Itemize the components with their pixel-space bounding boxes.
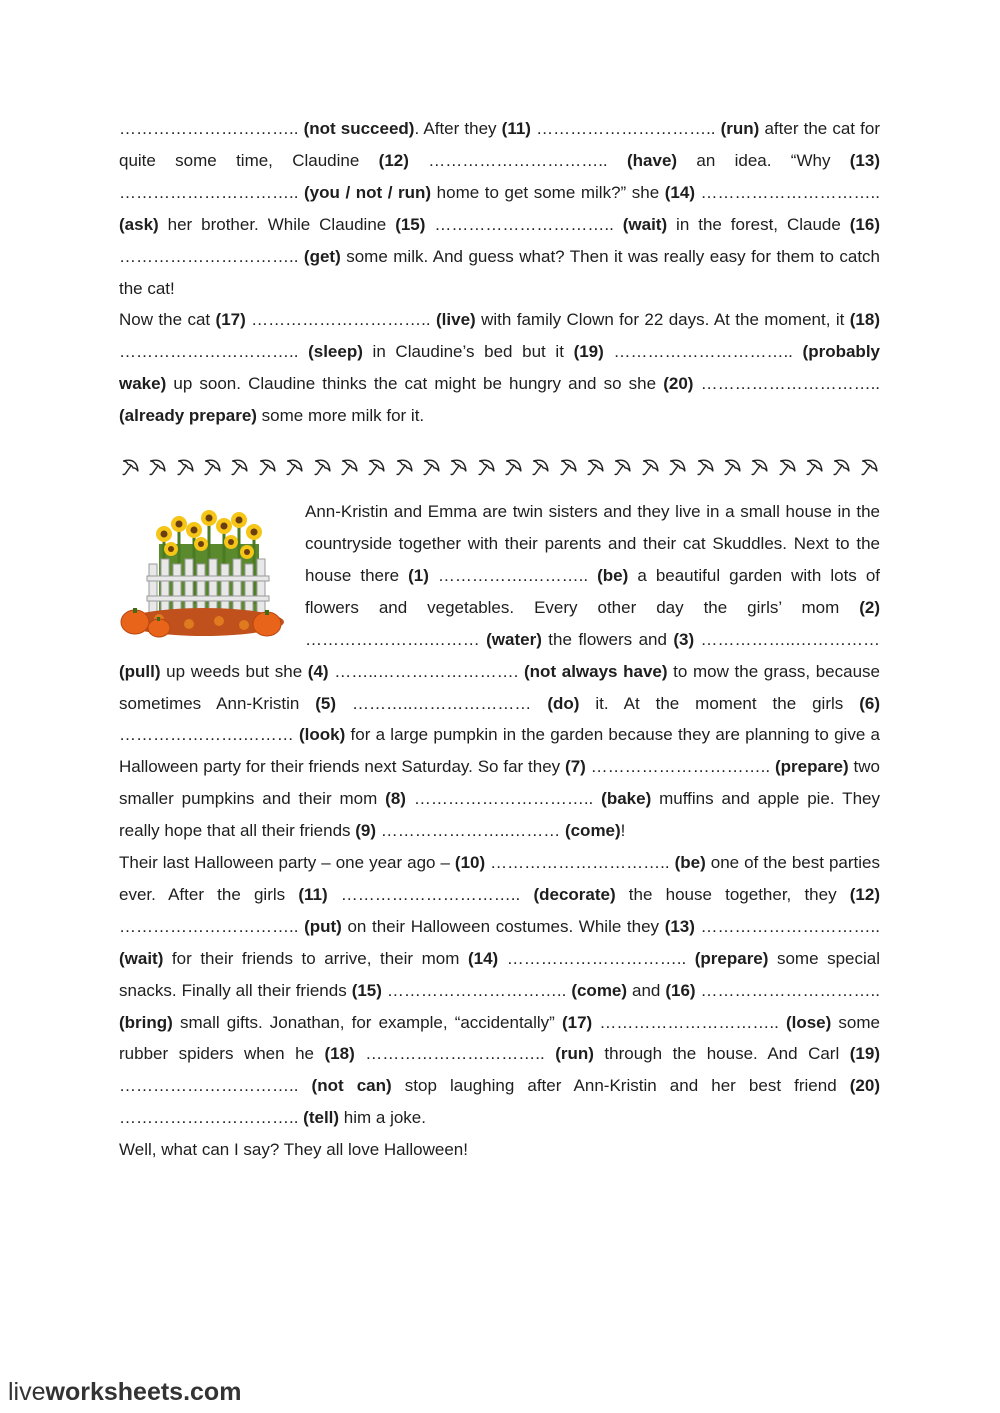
bold-cue: (not can)	[311, 1076, 392, 1096]
bold-cue: (9)	[355, 821, 377, 841]
text-run: through the house. And Carl	[593, 1044, 850, 1064]
text-run: …………………………..	[327, 884, 534, 904]
text-run: to mow the grass, because sometimes Ann-Kristin	[119, 661, 880, 713]
bold-cue: (11)	[501, 119, 531, 138]
bold-cue: (8)	[385, 789, 406, 809]
umbrella-icon	[776, 457, 798, 477]
text-run: …………………………..	[119, 119, 304, 138]
bold-cue: (put)	[304, 916, 342, 936]
bold-cue: (20)	[663, 374, 694, 394]
sunflower-garden-icon	[119, 504, 287, 654]
text-run: and	[627, 980, 666, 1000]
umbrella-icon	[584, 457, 606, 477]
bold-cue: (decorate)	[533, 884, 616, 904]
text-run: on their Halloween costumes. While they	[341, 916, 665, 936]
text-run: up weeds but she	[160, 661, 308, 681]
umbrella-icon	[611, 457, 633, 477]
bold-cue: (16)	[849, 214, 880, 234]
liveworksheets-logo[interactable]	[8, 1378, 241, 1407]
bold-cue: (not succeed)	[303, 119, 415, 138]
bold-cue: (not always have)	[524, 661, 668, 681]
umbrella-icon	[447, 457, 469, 477]
story-one	[119, 113, 880, 432]
text-run: two smaller pumpkins and their mom	[119, 757, 880, 809]
umbrella-icon	[639, 457, 661, 477]
text-run: the house together, they	[615, 884, 850, 904]
text-run: in the forest, Claude	[667, 214, 850, 234]
bold-cue: (come)	[571, 980, 628, 1000]
bold-cue: (13)	[664, 916, 695, 936]
bold-cue: (14)	[664, 182, 695, 202]
bold-cue: (wait)	[119, 948, 164, 968]
bold-cue: (11)	[298, 884, 328, 904]
text-run: …………………………..	[119, 916, 305, 936]
bold-cue: (13)	[849, 150, 880, 170]
text-run: …………………………..	[119, 246, 304, 266]
text-run: …………………………..	[381, 980, 572, 1000]
umbrella-icon	[201, 457, 223, 477]
bold-cue: (15)	[395, 214, 426, 234]
text-run: after the cat for quite some time, Claudine	[119, 119, 880, 170]
text-run: …………………………..	[119, 1108, 304, 1128]
text-run: . After they	[414, 119, 502, 138]
brand-tld: .com	[183, 1378, 242, 1406]
bold-cue: (1)	[408, 565, 429, 585]
bold-cue: (have)	[626, 150, 678, 170]
text-run: …………………………..	[119, 182, 305, 202]
bold-cue: (prepare)	[694, 948, 769, 968]
text-run: !	[620, 821, 626, 841]
text-run: Ann-Kristin and Emma are twin sisters and they live in a small house in the countryside together with their parents and their cat Skuddles. Next to the house there	[305, 502, 880, 585]
bold-cue: (18)	[849, 310, 880, 330]
umbrella-icon	[228, 457, 250, 477]
text-run: …………………..………	[376, 821, 565, 841]
umbrella-icon	[529, 457, 551, 477]
text-run: her brother. While Claudine	[158, 214, 396, 234]
bold-cue: (ask)	[119, 214, 159, 234]
umbrella-icon	[119, 457, 141, 477]
text-run: muffins and apple pie. They really hope that all their friends	[119, 789, 880, 841]
text-run: the flowers and	[541, 629, 674, 649]
text-run: for a large pumpkin in the garden because they are planning to give a Halloween party for their friends next Saturday. So far they	[119, 725, 880, 777]
bold-cue: (tell)	[303, 1108, 340, 1128]
bold-cue: (prepare)	[774, 757, 849, 777]
text-run: some special snacks. Finally all their friends	[119, 948, 880, 1000]
bold-cue: (already prepare)	[119, 406, 257, 426]
bold-cue: (18)	[324, 1044, 355, 1064]
bold-cue: (6)	[859, 693, 880, 713]
text-run: for their friends to arrive, their mom	[163, 948, 468, 968]
text-run: ……………..……………	[694, 629, 880, 649]
umbrella-icon	[694, 457, 716, 477]
umbrella-icon	[748, 457, 770, 477]
story1-paragraph	[119, 113, 880, 304]
text-run: …………………………..	[485, 853, 675, 873]
umbrella-icon	[475, 457, 497, 477]
text-run: ………………….………	[119, 725, 299, 745]
text-run: small gifts. Jonathan, for example, “accidentally”	[172, 1012, 562, 1032]
text-run: …………………………..	[425, 214, 623, 234]
text-run: …………………………..	[119, 1076, 312, 1096]
umbrella-icon	[420, 457, 442, 477]
text-run: …………………………..	[408, 150, 627, 170]
bold-cue: (live)	[436, 310, 476, 330]
text-run: up soon. Claudine thinks the cat might be hungry and so she	[166, 374, 664, 394]
bold-cue: (run)	[720, 119, 760, 138]
text-run: Their last Halloween party – one year ago –	[119, 853, 455, 873]
story-two	[119, 496, 880, 1166]
text-run: stop laughing after Ann-Kristin and her best friend	[391, 1076, 850, 1096]
bold-cue: (probably wake)	[119, 342, 880, 394]
bold-cue: (bake)	[601, 789, 652, 809]
text-run: some more milk for it.	[256, 406, 425, 426]
text-run: him a joke.	[339, 1108, 426, 1128]
text-run: …………………………..	[354, 1044, 556, 1064]
bold-cue: (run)	[555, 1044, 594, 1064]
text-run: …………………………..	[592, 1012, 786, 1032]
umbrella-icon	[858, 457, 880, 477]
text-run: …………………………..	[603, 342, 803, 362]
bold-cue: (be)	[597, 565, 629, 585]
bold-cue: (12)	[849, 884, 880, 904]
brand-light: live	[8, 1378, 46, 1406]
text-run: it. At the moment the girls	[579, 693, 860, 713]
text-run: an idea. “Why	[677, 150, 850, 170]
bold-cue: (7)	[565, 757, 586, 777]
umbrella-icon	[830, 457, 852, 477]
text-run: with family Clown for 22 days. At the moment, it	[475, 310, 850, 330]
bold-cue: (be)	[674, 853, 706, 873]
umbrella-icon	[393, 457, 415, 477]
bold-cue: (wait)	[622, 214, 668, 234]
text-run: …………………………..	[693, 374, 881, 394]
text-run: Well, what can I say? They all love Halloween!	[119, 1140, 468, 1160]
text-run: one of the best parties ever. After the girls	[119, 853, 880, 904]
bold-cue: (14)	[467, 948, 499, 968]
worksheet-page	[119, 113, 880, 1166]
text-run: …………………………..	[695, 980, 880, 1000]
bold-cue: (10)	[454, 853, 486, 873]
bold-cue: (sleep)	[308, 342, 363, 362]
bold-cue: (come)	[564, 821, 621, 841]
text-run: …………………………..	[405, 789, 602, 809]
bold-cue: (you / not / run)	[304, 182, 432, 202]
story2-paragraph	[119, 847, 880, 1134]
text-run: …………………………..	[585, 757, 775, 777]
umbrella-icon	[365, 457, 387, 477]
umbrella-icon	[311, 457, 333, 477]
text-run: …………….………..	[428, 565, 598, 585]
text-run: in Claudine’s bed but it	[362, 342, 574, 362]
text-run: a beautiful garden with lots of flowers and vegetables. Every other day the girls’ mom	[305, 565, 880, 617]
umbrella-icon	[174, 457, 196, 477]
umbrella-icon	[557, 457, 579, 477]
bold-cue: (17)	[561, 1012, 593, 1032]
text-run: …………………………..	[498, 948, 695, 968]
text-run: ………………….………	[305, 629, 487, 649]
text-run: …………………………..	[245, 310, 437, 330]
story2-paragraph	[119, 1134, 880, 1166]
bold-cue: (pull)	[119, 661, 161, 681]
text-run: ………..…………………	[336, 693, 548, 713]
umbrella-icon	[721, 457, 743, 477]
text-run: some milk. And guess what? Then it was really easy for them to catch the cat!	[119, 246, 880, 298]
umbrella-icon	[502, 457, 524, 477]
text-run: …………………………..	[530, 119, 721, 138]
bold-cue: (19)	[849, 1044, 880, 1064]
bold-cue: (get)	[303, 246, 341, 266]
text-run: …………………………..	[694, 916, 880, 936]
umbrella-icon	[283, 457, 305, 477]
bold-cue: (20)	[849, 1076, 880, 1096]
text-run: home to get some milk?” she	[431, 182, 665, 202]
text-run: Now the cat	[119, 310, 216, 330]
text-run: …………………………..	[694, 182, 881, 202]
umbrella-icon	[803, 457, 825, 477]
umbrella-icon	[146, 457, 168, 477]
umbrella-icon	[256, 457, 278, 477]
bold-cue: (5)	[315, 693, 337, 713]
bold-cue: (4)	[307, 661, 329, 681]
story1-paragraph	[119, 304, 880, 432]
text-run: some rubber spiders when he	[119, 1012, 880, 1064]
bold-cue: (lose)	[785, 1012, 832, 1032]
bold-cue: (look)	[298, 725, 346, 745]
bold-cue: (bring)	[119, 1012, 173, 1032]
bold-cue: (3)	[673, 629, 695, 649]
bold-cue: (15)	[351, 980, 382, 1000]
umbrella-icon	[666, 457, 688, 477]
umbrella-divider	[119, 456, 880, 478]
bold-cue: (do)	[547, 693, 580, 713]
bold-cue: (17)	[215, 310, 246, 330]
text-run: ……..…………………….	[328, 661, 525, 681]
brand-bold: worksheets	[45, 1378, 184, 1406]
bold-cue: (16)	[665, 980, 696, 1000]
bold-cue: (2)	[859, 597, 880, 617]
bold-cue: (19)	[573, 342, 604, 362]
text-run: …………………………..	[119, 342, 309, 362]
umbrella-icon	[338, 457, 360, 477]
bold-cue: (water)	[486, 629, 542, 649]
bold-cue: (12)	[378, 150, 409, 170]
